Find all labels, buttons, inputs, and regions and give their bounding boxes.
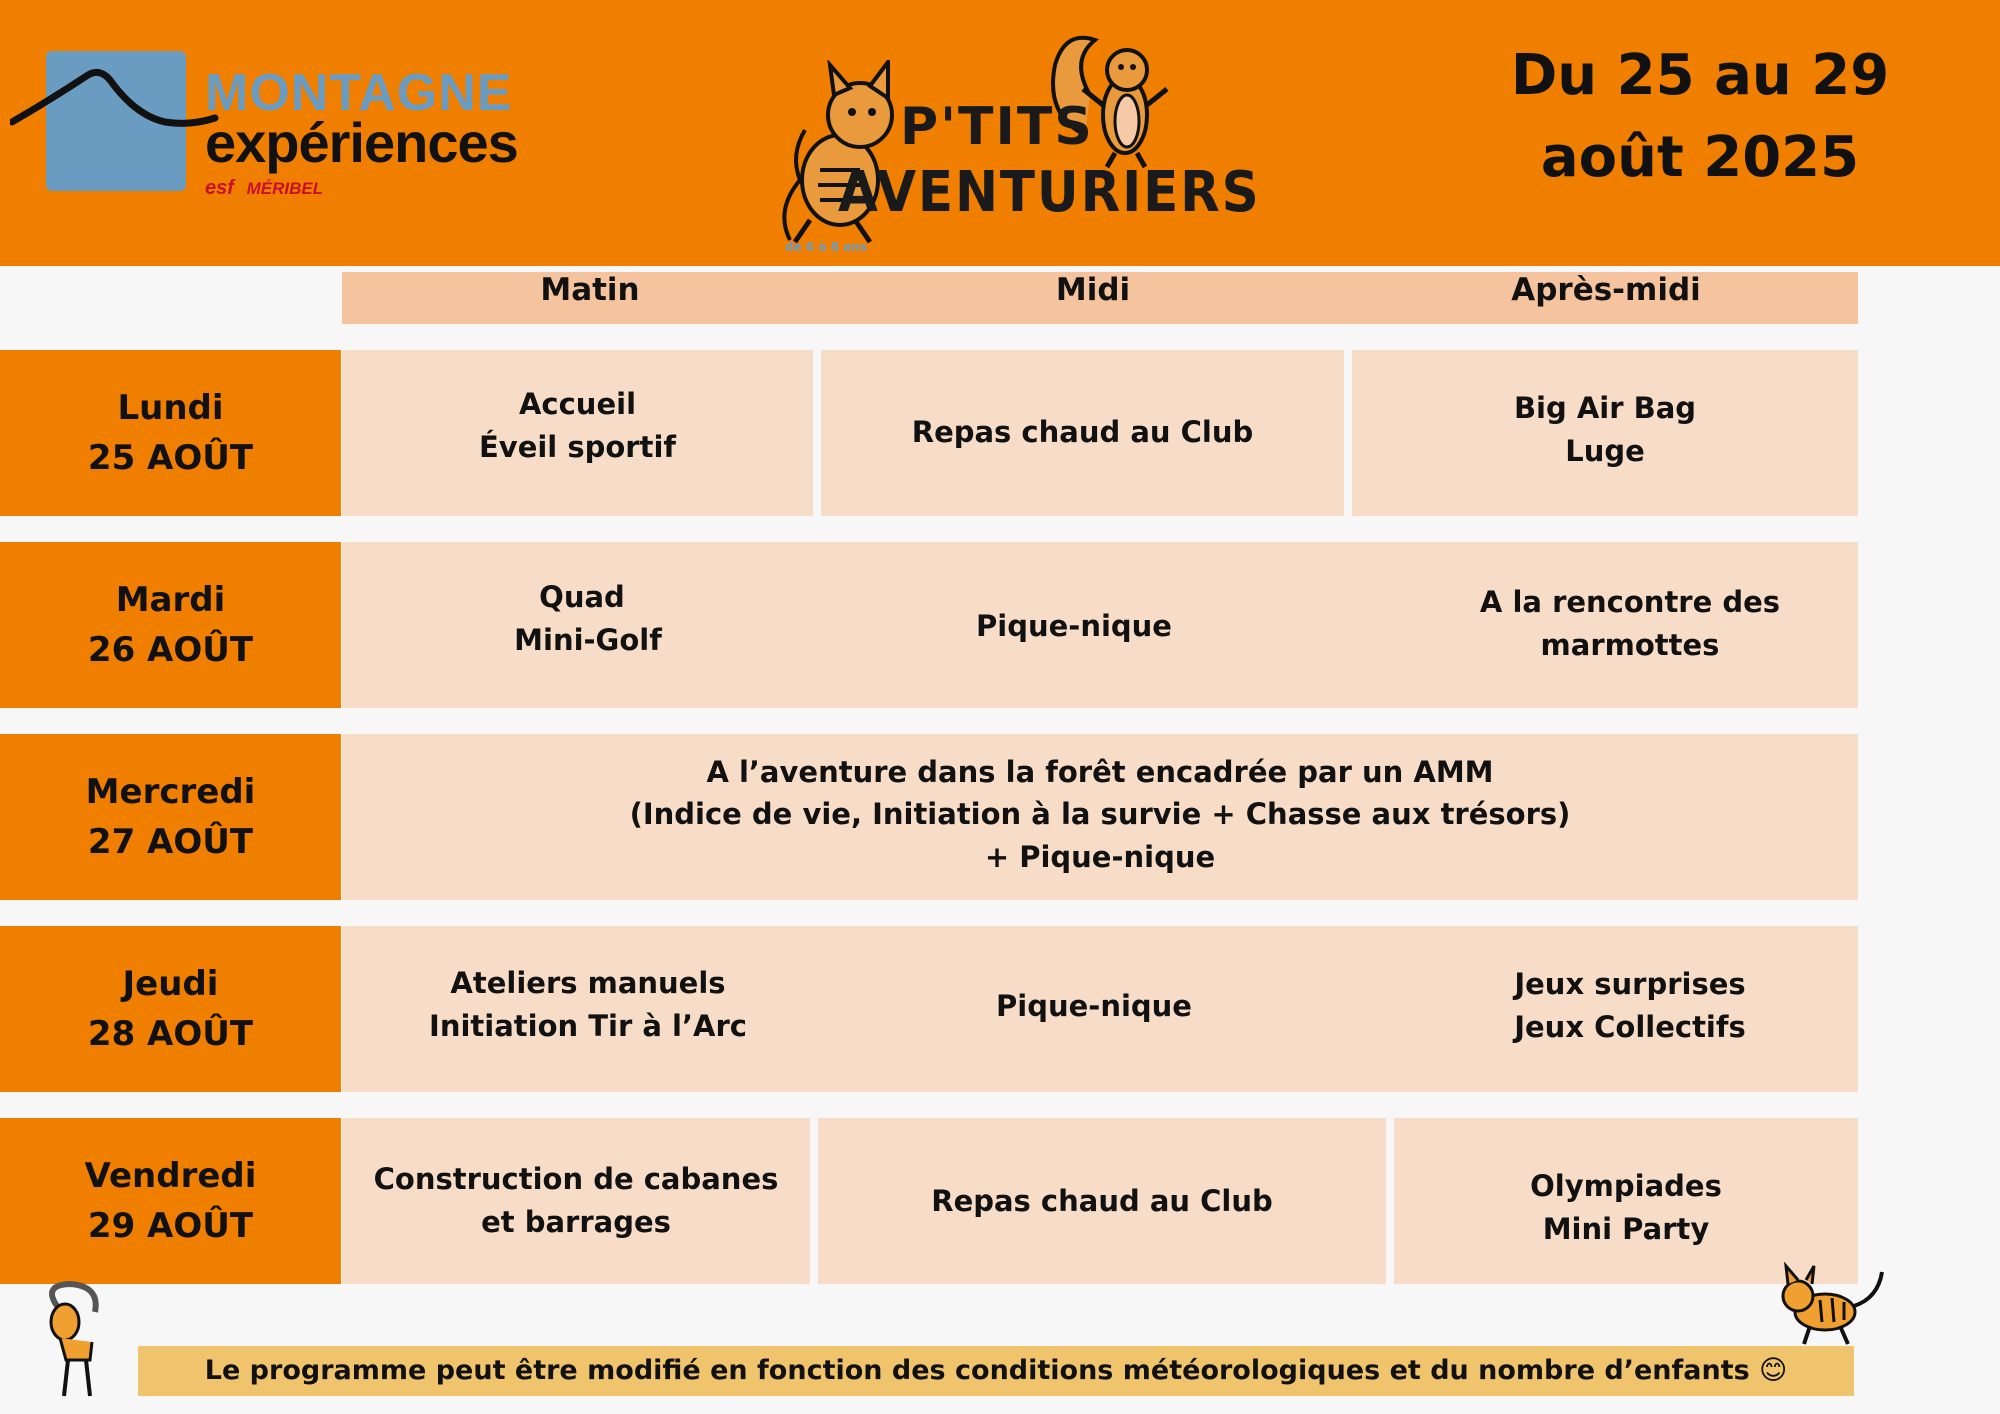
- activity-line: Mini Party: [1542, 1212, 1710, 1246]
- date-range-line2: août 2025: [1540, 125, 1860, 190]
- header-banner: [0, 0, 2000, 266]
- activity-line: Luge: [1565, 434, 1645, 468]
- day-name: Jeudi: [122, 964, 219, 1004]
- activity-line: Construction de cabanes: [373, 1162, 779, 1196]
- activity-line: Olympiades: [1530, 1169, 1722, 1203]
- activity-line: et barrages: [481, 1205, 671, 1239]
- activity-row: [342, 926, 1858, 1092]
- column-header-matin: Matin: [540, 272, 640, 308]
- day-name: Mercredi: [85, 772, 256, 812]
- activity-line: Mini-Golf: [514, 623, 662, 657]
- column-header-apres-midi: Après-midi: [1511, 272, 1701, 308]
- activity-line: Quad: [539, 580, 625, 614]
- mountain-logo-icon: [10, 60, 220, 150]
- activity-row: [342, 542, 1858, 708]
- activity-line: Initiation Tir à l’Arc: [429, 1009, 747, 1043]
- brand-title-line2: AVENTURIERS: [838, 160, 1261, 225]
- activity-cell: [342, 350, 813, 516]
- activity-line: Pique-nique: [976, 609, 1172, 643]
- activity-line: Big Air Bag: [1513, 391, 1697, 425]
- activity-line: Éveil sportif: [478, 430, 677, 464]
- activity-cell: [821, 350, 1344, 516]
- day-date: 26 AOÛT: [87, 630, 254, 670]
- activity-line: marmottes: [1540, 628, 1720, 662]
- ptits-aventuriers-logo: [750, 15, 1261, 260]
- day-label-lundi: [0, 350, 341, 516]
- activity-line: + Pique-nique: [984, 840, 1216, 874]
- day-name: Lundi: [117, 388, 224, 428]
- column-header-midi: Midi: [1055, 272, 1131, 308]
- activity-line: Accueil: [518, 387, 637, 421]
- date-range: [1480, 35, 1920, 199]
- day-label-vendredi: [0, 1118, 341, 1284]
- activity-cell: [818, 1118, 1386, 1284]
- activity-line: A l’aventure dans la forêt encadrée par un AMM: [706, 755, 1494, 789]
- disclaimer-note: Le programme peut être modifié en fonction des conditions météorologiques et du nombre d’enfants 😊: [138, 1346, 1854, 1396]
- day-label-mercredi: [0, 734, 341, 900]
- date-range-line1: Du 25 au 29: [1510, 43, 1890, 108]
- day-date: 27 AOÛT: [87, 822, 254, 862]
- brand-title-line1: P'TITS: [900, 97, 1094, 157]
- montagne-experiences-logo: [10, 45, 610, 205]
- day-date: 28 AOÛT: [87, 1014, 254, 1054]
- meribel-text: MÉRIBEL: [246, 179, 324, 198]
- activity-line: A la rencontre des: [1479, 585, 1781, 619]
- brand-age-range: de 6 à 8 ans: [785, 240, 868, 254]
- day-date: 29 AOÛT: [87, 1206, 254, 1246]
- activity-line: (Indice de vie, Initiation à la survie + Chasse aux trésors): [629, 797, 1571, 831]
- activity-cell: [1394, 1118, 1858, 1284]
- activity-row: [342, 734, 1858, 900]
- logo-line2: expériences: [205, 111, 518, 174]
- esf-logo-text: esf: [205, 177, 234, 199]
- activity-line: Pique-nique: [996, 989, 1192, 1023]
- day-name: Mardi: [115, 580, 226, 620]
- activity-line: Repas chaud au Club: [911, 415, 1254, 449]
- day-name: Vendredi: [84, 1156, 257, 1196]
- day-date: 25 AOÛT: [87, 438, 254, 478]
- activity-line: Repas chaud au Club: [931, 1184, 1273, 1218]
- activity-line: Jeux surprises: [1514, 967, 1746, 1001]
- ibex-icon: [20, 1280, 120, 1400]
- activity-line: Ateliers manuels: [450, 966, 726, 1000]
- logo-line1: MONTAGNE: [205, 64, 513, 122]
- logo-esf-meribel: [205, 177, 323, 200]
- activity-cell: [1352, 350, 1858, 516]
- activity-line: Jeux Collectifs: [1514, 1010, 1746, 1044]
- lynx-icon: [1770, 1262, 1888, 1346]
- activity-cell: [342, 1118, 810, 1284]
